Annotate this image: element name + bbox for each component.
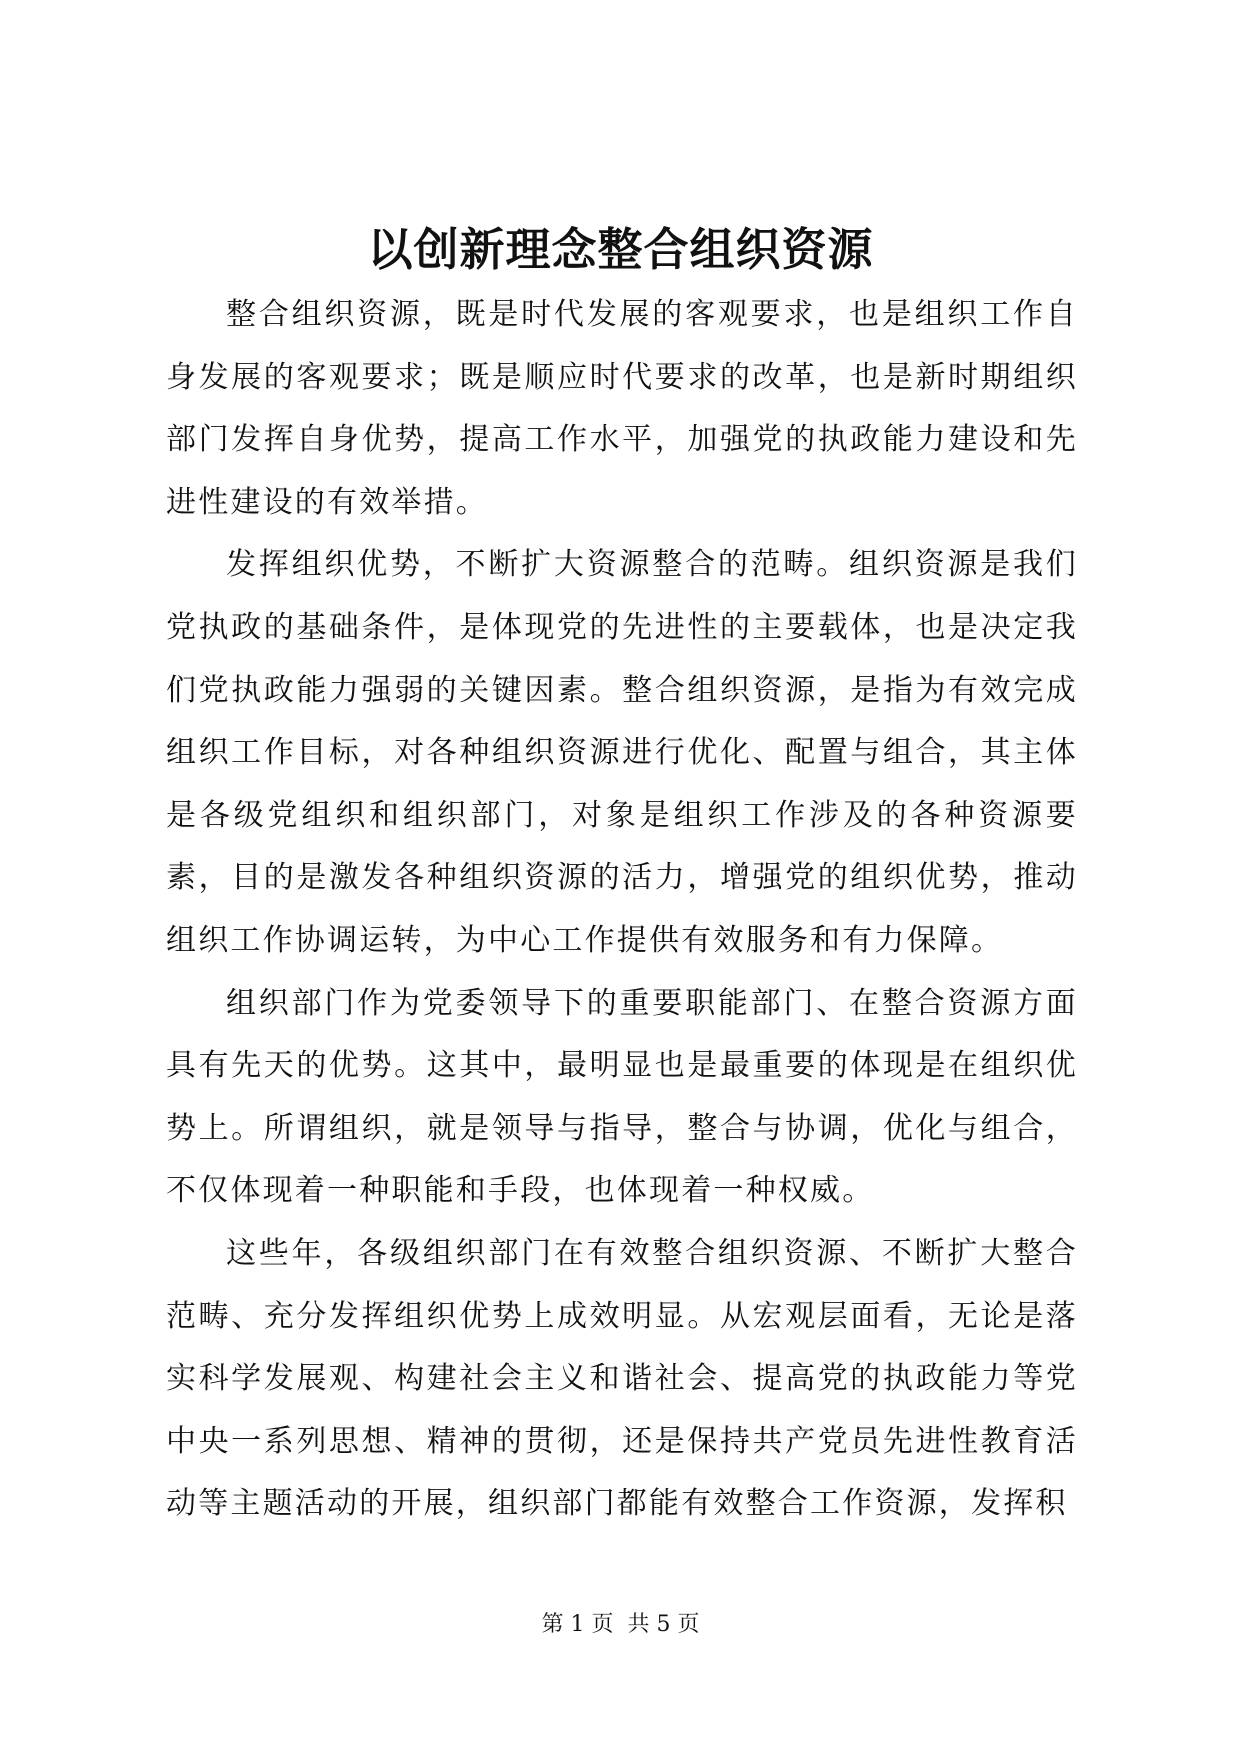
document-body	[166, 284, 1078, 1536]
paragraph-2: 发挥组织优势，不断扩大资源整合的范畴。组织资源是我们党执政的基础条件，是体现党的先进性的主要载体，也是决定我们党执政能力强弱的关键因素。整合组织资源，是指为有效完成组织工作目标，对各种组织资源进行优化、配置与组合，其主体是各级党组织和组织部门，对象是组织工作涉及的各种资源要素，目的是激发各种组织资源的活力，增强党的组织优势，推动组织工作协调运转，为中心工作提供有效服务和有力保障。	[166, 547, 1078, 958]
page-footer	[0, 1610, 1241, 1640]
page-number: 第 1 页 共 5 页	[541, 1612, 700, 1637]
paragraph-1: 整合组织资源，既是时代发展的客观要求，也是组织工作自身发展的客观要求；既是顺应时代要求的改革，也是新时期组织部门发挥自身优势，提高工作水平，加强党的执政能力建设和先进性建设的有效举措。	[166, 297, 1078, 520]
paragraph-3: 组织部门作为党委领导下的重要职能部门、在整合资源方面具有先天的优势。这其中，最明显也是最重要的体现是在组织优势上。所谓组织，就是领导与指导，整合与协调，优化与组合，不仅体现着一种职能和手段，也体现着一种权威。	[166, 985, 1078, 1209]
document-title: 以创新理念整合组织资源	[367, 223, 874, 276]
paragraph-4: 这些年，各级组织部门在有效整合组织资源、不断扩大整合范畴、充分发挥组织优势上成效明显。从宏观层面看，无论是落实科学发展观、构建社会主义和谐社会、提高党的执政能力等党中央一系列思想、精神的贯彻，还是保持共产党员先进性教育活动等主题活动的开展，组织部门都能有效整合工作资源，发挥积	[166, 1235, 1078, 1522]
